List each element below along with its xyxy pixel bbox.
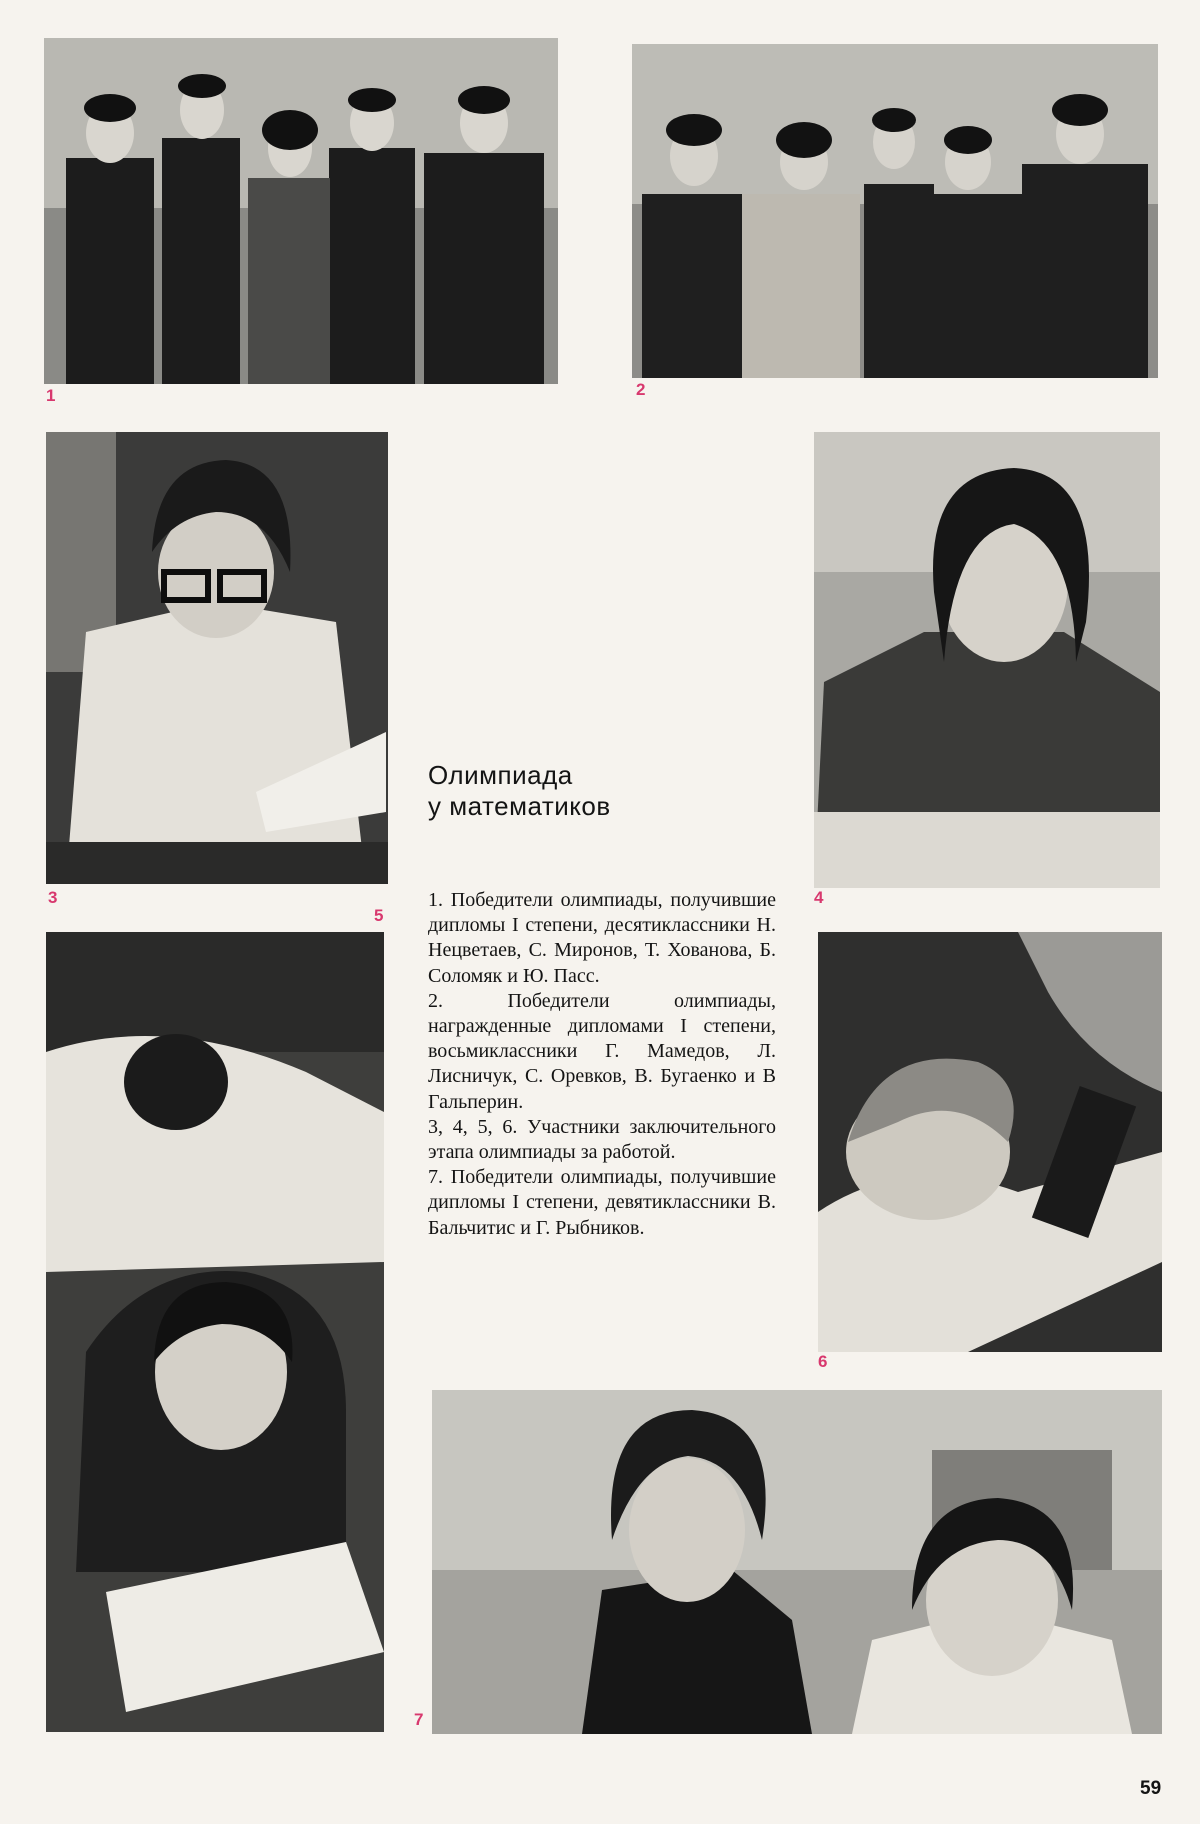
photo-3-boy-writing bbox=[46, 432, 388, 884]
photo-3-number: 3 bbox=[48, 888, 58, 907]
photo-5-boy-thinking bbox=[46, 932, 384, 1732]
caption-item: 2. Победители олимпиады, награжденные дипломами I степени, восьмиклассники Г. Мамедов, Л. Лисничук, С. Оревков, В. Бугаенко и В Гальперин. bbox=[428, 989, 776, 1113]
photo-6-number: 6 bbox=[818, 1352, 828, 1371]
caption-item: 7. Победители олимпиады, получившие дипломы I степени, девятиклассники В. Бальчитис и Г. Рыбников. bbox=[428, 1166, 776, 1239]
photo-4-girl bbox=[814, 432, 1160, 888]
photo-2-group bbox=[632, 44, 1158, 378]
photo-7-two-winners bbox=[432, 1390, 1162, 1734]
article-heading bbox=[428, 760, 611, 822]
page-number: 59 bbox=[1140, 1778, 1162, 1799]
photo-4-number: 4 bbox=[814, 888, 824, 907]
photo-7-number: 7 bbox=[414, 1710, 424, 1729]
photo-6-head-down bbox=[818, 932, 1162, 1352]
photo-2-number: 2 bbox=[636, 380, 646, 399]
photo-1-group bbox=[44, 38, 558, 384]
photo-captions bbox=[428, 888, 776, 1241]
photo-1-number: 1 bbox=[46, 386, 56, 405]
article-heading-line-2: у математиков bbox=[428, 791, 611, 821]
caption-item: 3, 4, 5, 6. Участники заключительного этапа олимпиады за работой. bbox=[428, 1115, 776, 1164]
caption-item: 1. Победители олимпиады, получившие дипломы I степени, десятиклассники Н. Нецветаев, С. Миронов, Т. Хованова, Б. Соломяк и Ю. Пасс. bbox=[428, 889, 776, 987]
photo-5-number: 5 bbox=[374, 906, 384, 925]
article-heading-line-1: Олимпиада bbox=[428, 760, 573, 790]
